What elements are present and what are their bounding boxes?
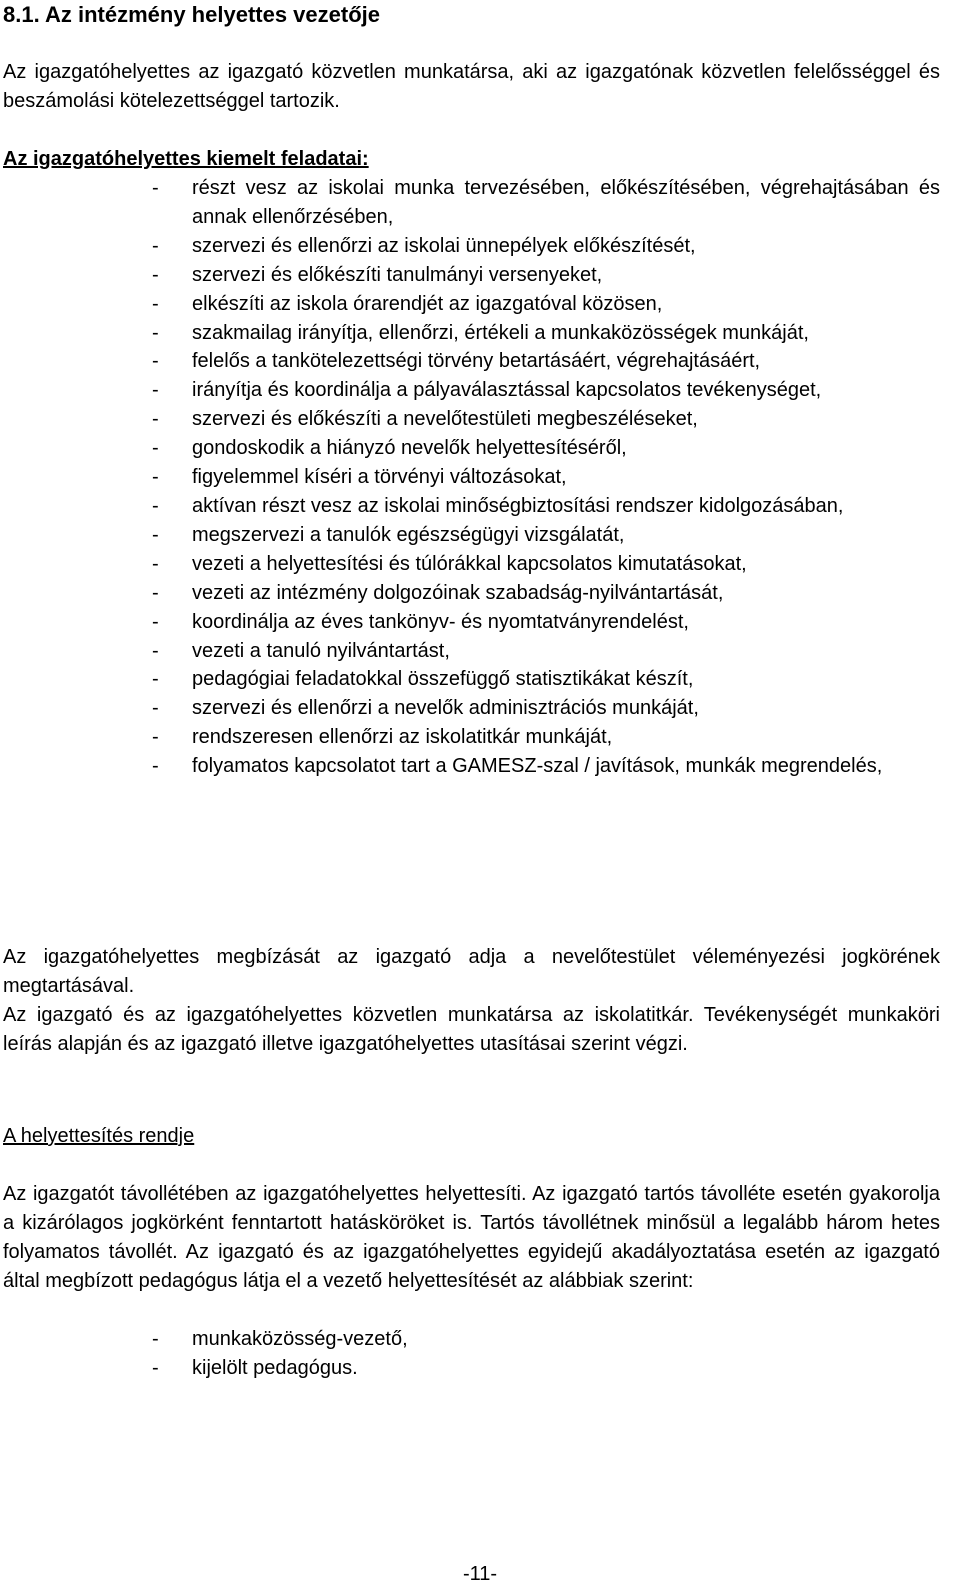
bullet-dash: -: [152, 523, 159, 546]
bullet-dash: -: [152, 552, 159, 575]
duty-item-text: folyamatos kapcsolatot tart a GAMESZ-szal / javítások, munkák megrendelés,: [192, 755, 883, 778]
appointment-paragraph: Az igazgatóhelyettes megbízását az igazgató adja a nevelőtestület véleményezési jogkörének megtartásával.: [3, 946, 940, 997]
substitution-heading: A helyettesítés rendje: [3, 1125, 195, 1147]
substitutes-list: [0, 1325, 940, 1383]
bullet-dash: -: [152, 610, 159, 633]
duty-item: [0, 492, 940, 521]
bullet-dash: -: [152, 1328, 159, 1350]
duty-item: [0, 434, 940, 463]
duty-item: [0, 232, 940, 261]
substitute-item-text: munkaközösség-vezető,: [192, 1328, 408, 1350]
duty-item: [0, 347, 940, 376]
duty-item: [0, 521, 940, 550]
bullet-dash: -: [152, 494, 159, 517]
duty-item-text: szakmailag irányítja, ellenőrzi, értékeli a munkaközösségek munkáját,: [192, 321, 809, 344]
duty-item-text: irányítja és koordinálja a pályaválasztással kapcsolatos tevékenységet,: [192, 379, 822, 402]
bullet-dash: -: [152, 726, 159, 749]
substitution-paragraph: Az igazgatót távollétében az igazgatóhelyettes helyettesíti. Az igazgató tartós távolléte esetén gyakorolja a kizárólagos jogkörként fenntartott hatásköröket is. Tartós távollétnek minősül a legalább három hetes folyamatos távollét. Az igazgató és az igazgatóhelyettes egyidejű akadályoztatása esetén az igazgató által megbízott pedagógus látja el a vezető helyettesítését az alábbiak szerint:: [3, 1183, 940, 1292]
duty-item: [0, 319, 940, 348]
bullet-dash: -: [152, 755, 159, 778]
duty-item-text: részt vesz az iskolai munka tervezésében, előkészítésében, végrehajtásában és annak ellenőrzésében,: [192, 177, 940, 228]
bullet-dash: -: [152, 437, 159, 460]
duties-heading: Az igazgatóhelyettes kiemelt feladatai:: [3, 148, 369, 170]
section-heading: 8.1. Az intézmény helyettes vezetője: [3, 2, 380, 27]
duty-item-text: vezeti a helyettesítési és túlórákkal kapcsolatos kimutatásokat,: [192, 552, 747, 575]
duty-item-text: szervezi és ellenőrzi a nevelők adminisztrációs munkáját,: [192, 697, 699, 720]
page-number: -11-: [462, 1563, 498, 1585]
bullet-dash: -: [152, 697, 159, 720]
duty-item-text: pedagógiai feladatokkal összefüggő statisztikákat készít,: [192, 668, 694, 691]
bullet-dash: -: [152, 263, 159, 286]
duty-item-text: rendszeresen ellenőrzi az iskolatitkár munkáját,: [192, 726, 613, 749]
duty-item: [0, 550, 940, 579]
bullet-dash: -: [152, 466, 159, 489]
bullet-dash: -: [152, 234, 159, 257]
bullet-dash: -: [152, 292, 159, 315]
duty-item: [0, 723, 940, 752]
duty-item-text: figyelemmel kíséri a törvényi változásokat,: [192, 466, 567, 489]
bullet-dash: -: [152, 321, 159, 344]
duty-item-text: felelős a tankötelezettségi törvény betartásáért, végrehajtásáért,: [192, 350, 761, 373]
duty-item-text: vezeti a tanuló nyilvántartást,: [192, 639, 450, 662]
bullet-dash: -: [152, 350, 159, 373]
duty-item: [0, 694, 940, 723]
duty-item-text: vezeti az intézmény dolgozóinak szabadság-nyilvántartását,: [192, 581, 724, 604]
bullet-dash: -: [152, 581, 159, 604]
substitute-item: [0, 1325, 940, 1354]
duty-item-text: szervezi és ellenőrzi az iskolai ünnepélyek előkészítését,: [192, 234, 696, 257]
duty-item-text: aktívan részt vesz az iskolai minőségbiztosítási rendszer kidolgozásában,: [192, 494, 844, 517]
duty-item: [0, 752, 940, 781]
bullet-dash: -: [152, 668, 159, 691]
duty-item: [0, 376, 940, 405]
bullet-dash: -: [152, 639, 159, 662]
duties-list: [0, 174, 940, 781]
duty-item: [0, 405, 940, 434]
substitute-item: [0, 1354, 940, 1383]
substitute-item-text: kijelölt pedagógus.: [192, 1356, 358, 1379]
bullet-dash: -: [152, 408, 159, 431]
duty-item-text: elkészíti az iskola órarendjét az igazgatóval közösen,: [192, 292, 663, 315]
duty-item-text: szervezi és előkészíti tanulmányi versenyeket,: [192, 263, 603, 286]
secretary-paragraph: Az igazgató és az igazgatóhelyettes közvetlen munkatársa az iskolatitkár. Tevékenységét munkaköri leírás alapján és az igazgató illetve igazgatóhelyettes utasításai szerint végzi.: [3, 1004, 940, 1055]
duty-item-text: gondoskodik a hiányzó nevelők helyettesítéséről,: [192, 437, 627, 460]
intro-paragraph: Az igazgatóhelyettes az igazgató közvetlen munkatársa, aki az igazgatónak közvetlen felelősséggel és beszámolási kötelezettséggel tartozik.: [3, 61, 940, 112]
bullet-dash: -: [152, 1356, 159, 1379]
duty-item: [0, 174, 940, 232]
duty-item-text: koordinálja az éves tankönyv- és nyomtatványrendelést,: [192, 610, 689, 633]
bullet-dash: -: [152, 177, 159, 199]
duty-item-text: szervezi és előkészíti a nevelőtestületi megbeszéléseket,: [192, 408, 698, 431]
bullet-dash: -: [152, 379, 159, 402]
duty-item: [0, 261, 940, 290]
duty-item: [0, 637, 940, 666]
duty-item: [0, 608, 940, 637]
duty-item: [0, 665, 940, 694]
duty-item: [0, 290, 940, 319]
duty-item-text: megszervezi a tanulók egészségügyi vizsgálatát,: [192, 523, 625, 546]
duty-item: [0, 463, 940, 492]
duty-item: [0, 579, 940, 608]
